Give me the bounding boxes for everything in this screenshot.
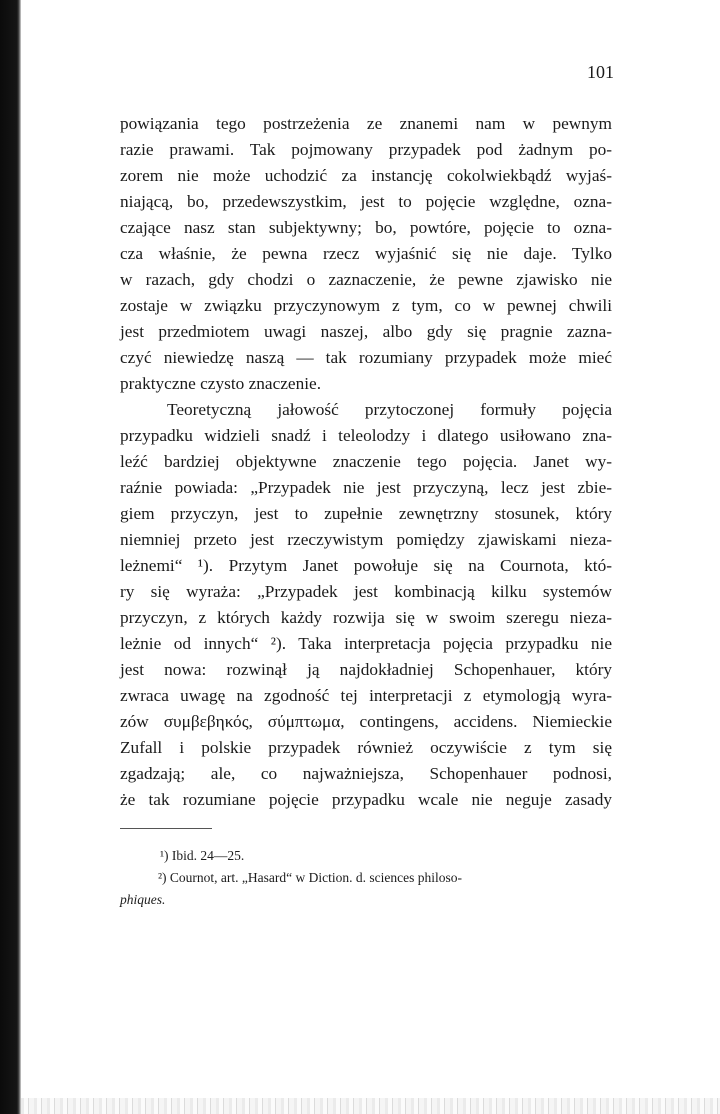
text-line: leźć bardziej objektywne znaczenie tego pojęcia. Janet wy- <box>120 452 612 471</box>
text-line: zostaje w związku przyczynowym z tym, co w pewnej chwili <box>120 296 612 315</box>
text-line: Zufall i polskie przypadek również oczywiście z tym się <box>120 738 612 757</box>
text-line: niemniej przeto jest rzeczywistym pomiędzy zjawiskami nieza- <box>120 530 612 549</box>
text-line-paragraph-start: Teoretyczną jałowość przytoczonej formuły pojęcia <box>167 400 612 419</box>
text-line: praktyczne czysto znaczenie. <box>120 374 322 393</box>
text-line: leżnemi“ ¹). Przytym Janet powołuje się na Cournota, któ- <box>120 556 612 575</box>
text-line: zów συμβεβηκός, σύμπτωμα, contingens, accidens. Niemieckie <box>120 712 612 731</box>
text-line: razie prawami. Tak pojmowany przypadek pod żadnym po- <box>120 140 612 159</box>
footnote-separator <box>120 828 212 829</box>
footnote-2: ²) Cournot, art. „Hasard“ w Diction. d. sciences philoso- <box>158 870 462 885</box>
footnote-1: ¹) Ibid. 24—25. <box>160 848 245 863</box>
text-line: raźnie powiada: „Przypadek nie jest przyczyną, lecz jest zbie- <box>120 478 612 497</box>
footnote-2-continuation: phiques. <box>120 892 166 907</box>
page-number: 101 <box>587 62 614 82</box>
text-line: zgadzają; ale, co najważniejsza, Schopenhauer podnosi, <box>120 764 612 783</box>
text-line: ry się wyraża: „Przypadek jest kombinacją kilku systemów <box>120 582 612 601</box>
text-line: zwraca uwagę na zgodność tej interpretacji z etymologją wyra- <box>120 686 612 705</box>
text-line: zorem nie może uchodzić za instancję cokolwiekbądź wyjaś- <box>120 166 612 185</box>
text-line: niającą, bo, przedewszystkim, jest to pojęcie względne, ozna- <box>120 192 612 211</box>
text-line: jest nowa: rozwinął ją najdokładniej Schopenhauer, który <box>120 660 612 679</box>
text-line: cza właśnie, że pewna rzecz wyjaśnić się nie daje. Tylko <box>120 244 612 263</box>
text-line: w razach, gdy chodzi o zaznaczenie, że pewne zjawisko nie <box>120 270 612 289</box>
text-line: że tak rozumiane pojęcie przypadku wcale nie neguje zasady <box>120 790 612 809</box>
text-line: jest przedmiotem uwagi naszej, albo gdy się pragnie zazna- <box>120 322 612 341</box>
text-line: czyć niewiedzę naszą — tak rozumiany przypadek może mieć <box>120 348 612 367</box>
text-line: przyczyn, z których każdy rozwija się w swoim szeregu nieza- <box>120 608 612 627</box>
text-line: czające nasz stan subjektywny; bo, powtóre, pojęcie to ozna- <box>120 218 612 237</box>
text-line: leżnie od innych“ ²). Taka interpretacja pojęcia przypadku nie <box>120 634 612 653</box>
scan-noise-edge <box>21 1098 720 1114</box>
text-line: przypadku widzieli snadź i teleolodzy i dlatego usiłowano zna- <box>120 426 612 445</box>
text-line: giem przyczyn, jest to zupełnie zewnętrzny stosunek, który <box>120 504 612 523</box>
text-line: powiązania tego postrzeżenia ze znanemi nam w pewnym <box>120 114 612 133</box>
scan-binding-edge <box>0 0 21 1114</box>
